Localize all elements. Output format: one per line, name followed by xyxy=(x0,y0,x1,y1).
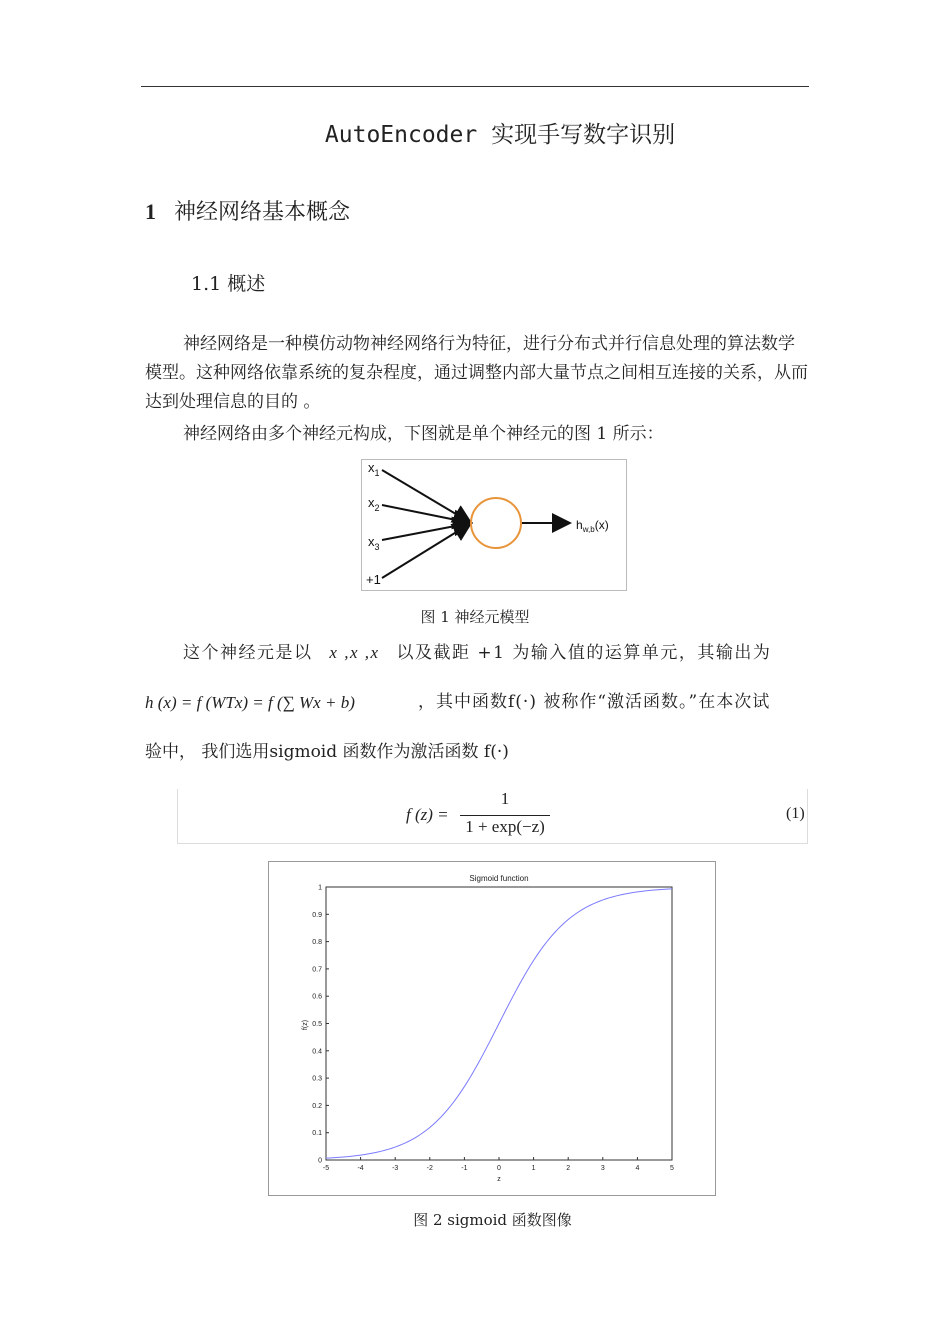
y-tick-label: 0.2 xyxy=(312,1102,322,1110)
x-tick-label: 1 xyxy=(531,1165,536,1172)
equation-denominator: 1 + exp(−z) xyxy=(465,817,545,836)
x-tick-label: 2 xyxy=(566,1165,571,1172)
equation-label: (1) xyxy=(786,805,805,822)
equation-numerator: 1 xyxy=(500,789,510,808)
input-vars: x ,x ,x xyxy=(329,643,380,662)
subsection-heading: 1.1 概述 xyxy=(191,273,266,295)
y-tick-label: 1 xyxy=(318,884,322,892)
header-rule xyxy=(141,86,809,87)
neuron-circle xyxy=(471,498,521,548)
paragraph-sigmoid-choice: 验中， 我们选用sigmoid 函数作为激活函数 f(·) xyxy=(145,742,509,762)
neuron-diagram xyxy=(362,460,626,590)
x-tick-label: -5 xyxy=(322,1165,330,1172)
formula-tail: ，其中函数f(·) 被称作“激活函数。”在本次试 xyxy=(418,692,771,712)
x-tick-label: -3 xyxy=(392,1165,399,1172)
fraction-bar xyxy=(460,815,550,816)
figure-sigmoid-chart xyxy=(268,861,716,1196)
chart-title: Sigmoid function xyxy=(469,874,529,883)
section-title: 神经网络基本概念 xyxy=(174,200,351,225)
paragraph-neuron-intro: 神经网络由多个神经元构成，下图就是单个神经元的图 1 所示： xyxy=(183,424,664,444)
x-tick-label: 0 xyxy=(497,1165,501,1172)
section-number: 1 xyxy=(145,199,156,224)
y-tick-label: 0.1 xyxy=(312,1130,322,1138)
label-x3: $x_3$ xyxy=(368,534,380,552)
chart-xlabel: z xyxy=(497,1176,501,1183)
page-title: AutoEncoder 实现手写数字识别 xyxy=(324,122,676,148)
y-tick-label: 0.6 xyxy=(312,993,322,1001)
y-tick-label: 0.5 xyxy=(312,1021,322,1028)
x-tick-label: 4 xyxy=(635,1165,640,1172)
label-output: $h_{w,b}(x)$ xyxy=(576,518,609,534)
label-x1: $x_1$ xyxy=(368,460,380,478)
x-tick-label: -2 xyxy=(426,1165,433,1172)
y-tick-label: 0.9 xyxy=(312,911,322,919)
output-formula: h (x) = f (WTx) = f (∑ Wx + b) xyxy=(145,693,355,712)
figure1-caption: 图 1 神经元模型 xyxy=(420,608,530,626)
y-tick-label: 0.8 xyxy=(312,939,322,947)
paragraph-intro: 神经网络是一种模仿动物神经网络行为特征，进行分布式并行信息处理的算法数学模型。这种网络依靠系统的复杂程度，通过调整内部大量节点之间相互连接的关系，从而达到处理信息的目的 。 xyxy=(145,334,808,412)
label-bias: +1 xyxy=(366,572,381,587)
paragraph-neuron-desc: 这个神经元是以 x ,x ,x 以及截距 +1 为输入值的运算单元，其输出为 xyxy=(183,643,772,663)
chart-ylabel: f(z) xyxy=(302,1019,309,1031)
equation-box xyxy=(177,789,808,844)
y-tick-label: 0.7 xyxy=(312,966,322,974)
input-arrow-x1 xyxy=(382,470,471,523)
figure-neuron-model xyxy=(361,459,627,591)
y-tick-label: 0.4 xyxy=(312,1048,322,1056)
x-tick-label: 5 xyxy=(670,1165,674,1172)
section-heading xyxy=(145,195,350,226)
x-tick-label: -1 xyxy=(461,1165,468,1172)
sigmoid-chart xyxy=(269,862,715,1195)
label-x2: $x_2$ xyxy=(368,495,380,513)
x-tick-label: 3 xyxy=(600,1165,605,1172)
equation-lhs: f (z) = xyxy=(406,805,449,824)
y-tick-label: 0 xyxy=(318,1157,322,1165)
x-tick-label: -4 xyxy=(357,1165,364,1172)
y-tick-label: 0.3 xyxy=(312,1075,322,1083)
figure2-caption: 图 2 sigmoid 函数图像 xyxy=(413,1211,572,1229)
